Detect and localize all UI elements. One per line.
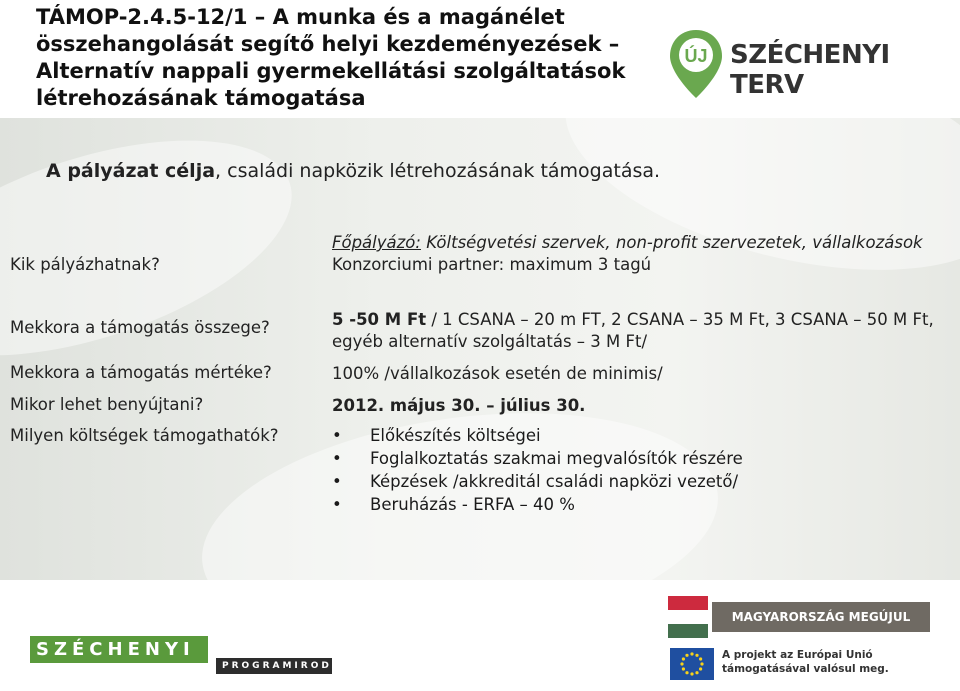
szechenyi-programiroda-logo bbox=[30, 636, 342, 678]
header bbox=[0, 0, 960, 118]
programiroda-wordmark: PROGRAMIRODA bbox=[216, 658, 332, 674]
list-item: • Előkészítés költségei bbox=[332, 424, 743, 447]
partner-text: Konzorciumi partner: maximum 3 tagú bbox=[332, 255, 652, 274]
magyarorszag-megujul-logo bbox=[668, 596, 930, 638]
question-amount: Mekkora a támogatás összege? bbox=[10, 318, 270, 337]
answer-rate: 100% /vállalkozások esetén de minimis/ bbox=[332, 364, 663, 383]
hungarian-flag-icon bbox=[668, 596, 708, 638]
amount-bold: 5 -50 M Ft bbox=[332, 310, 427, 329]
goal-line bbox=[46, 160, 660, 182]
question-who: Kik pályázhatnak? bbox=[10, 255, 160, 274]
logo-brand: SZÉCHENYI TERV bbox=[730, 40, 890, 100]
question-when: Mikor lehet benyújtani? bbox=[10, 395, 204, 414]
decor-leaf bbox=[543, 118, 960, 311]
list-item: • Foglalkoztatás szakmai megvalósítók részére bbox=[332, 447, 743, 470]
list-item: • Képzések /akkreditál családi napközi vezető/ bbox=[332, 470, 743, 493]
list-item: • Beruházás - ERFA – 40 % bbox=[332, 493, 743, 516]
main-applicant-label: Főpályázó: bbox=[332, 233, 421, 252]
map-pin-icon bbox=[668, 28, 724, 100]
slide-title: TÁMOP-2.4.5-12/1 – A munka és a magánélet összehangolását segítő helyi kezdeményezések – Alternatív nappali gyermekellátási szolgáltatások létrehozásának támogatása bbox=[36, 5, 626, 110]
answer-when: 2012. május 30. – július 30. bbox=[332, 396, 586, 415]
answer-who bbox=[332, 232, 932, 276]
mm-text: MAGYARORSZÁG MEGÚJUL bbox=[712, 602, 930, 632]
costs-list bbox=[332, 424, 743, 516]
szechenyi-wordmark: SZÉCHENYI bbox=[30, 636, 208, 663]
eu-line-2: támogatásával valósul meg. bbox=[722, 663, 889, 675]
goal-label: A pályázat célja bbox=[46, 160, 216, 182]
eu-text bbox=[722, 648, 889, 676]
question-rate: Mekkora a támogatás mértéke? bbox=[10, 363, 272, 382]
eu-line-1: A projekt az Európai Unió bbox=[722, 649, 873, 661]
amount-text: / 1 CSANA – 20 m FT, 2 CSANA – 35 M Ft, 3 CSANA – 50 M Ft, egyéb alternatív szolgáltatás – 3 M Ft/ bbox=[332, 310, 934, 351]
answer-amount bbox=[332, 309, 947, 353]
logo-mark: ÚJ bbox=[684, 46, 708, 66]
main-applicant-text: Költségvetési szervek, non-profit szervezetek, vállalkozások bbox=[420, 233, 923, 252]
eu-support-logo bbox=[668, 646, 930, 684]
eu-flag-icon bbox=[670, 648, 714, 680]
question-costs: Milyen költségek támogathatók? bbox=[10, 426, 279, 445]
szechenyi-terv-logo bbox=[668, 28, 928, 100]
goal-text: , családi napközik létrehozásának támogatása. bbox=[215, 160, 661, 182]
